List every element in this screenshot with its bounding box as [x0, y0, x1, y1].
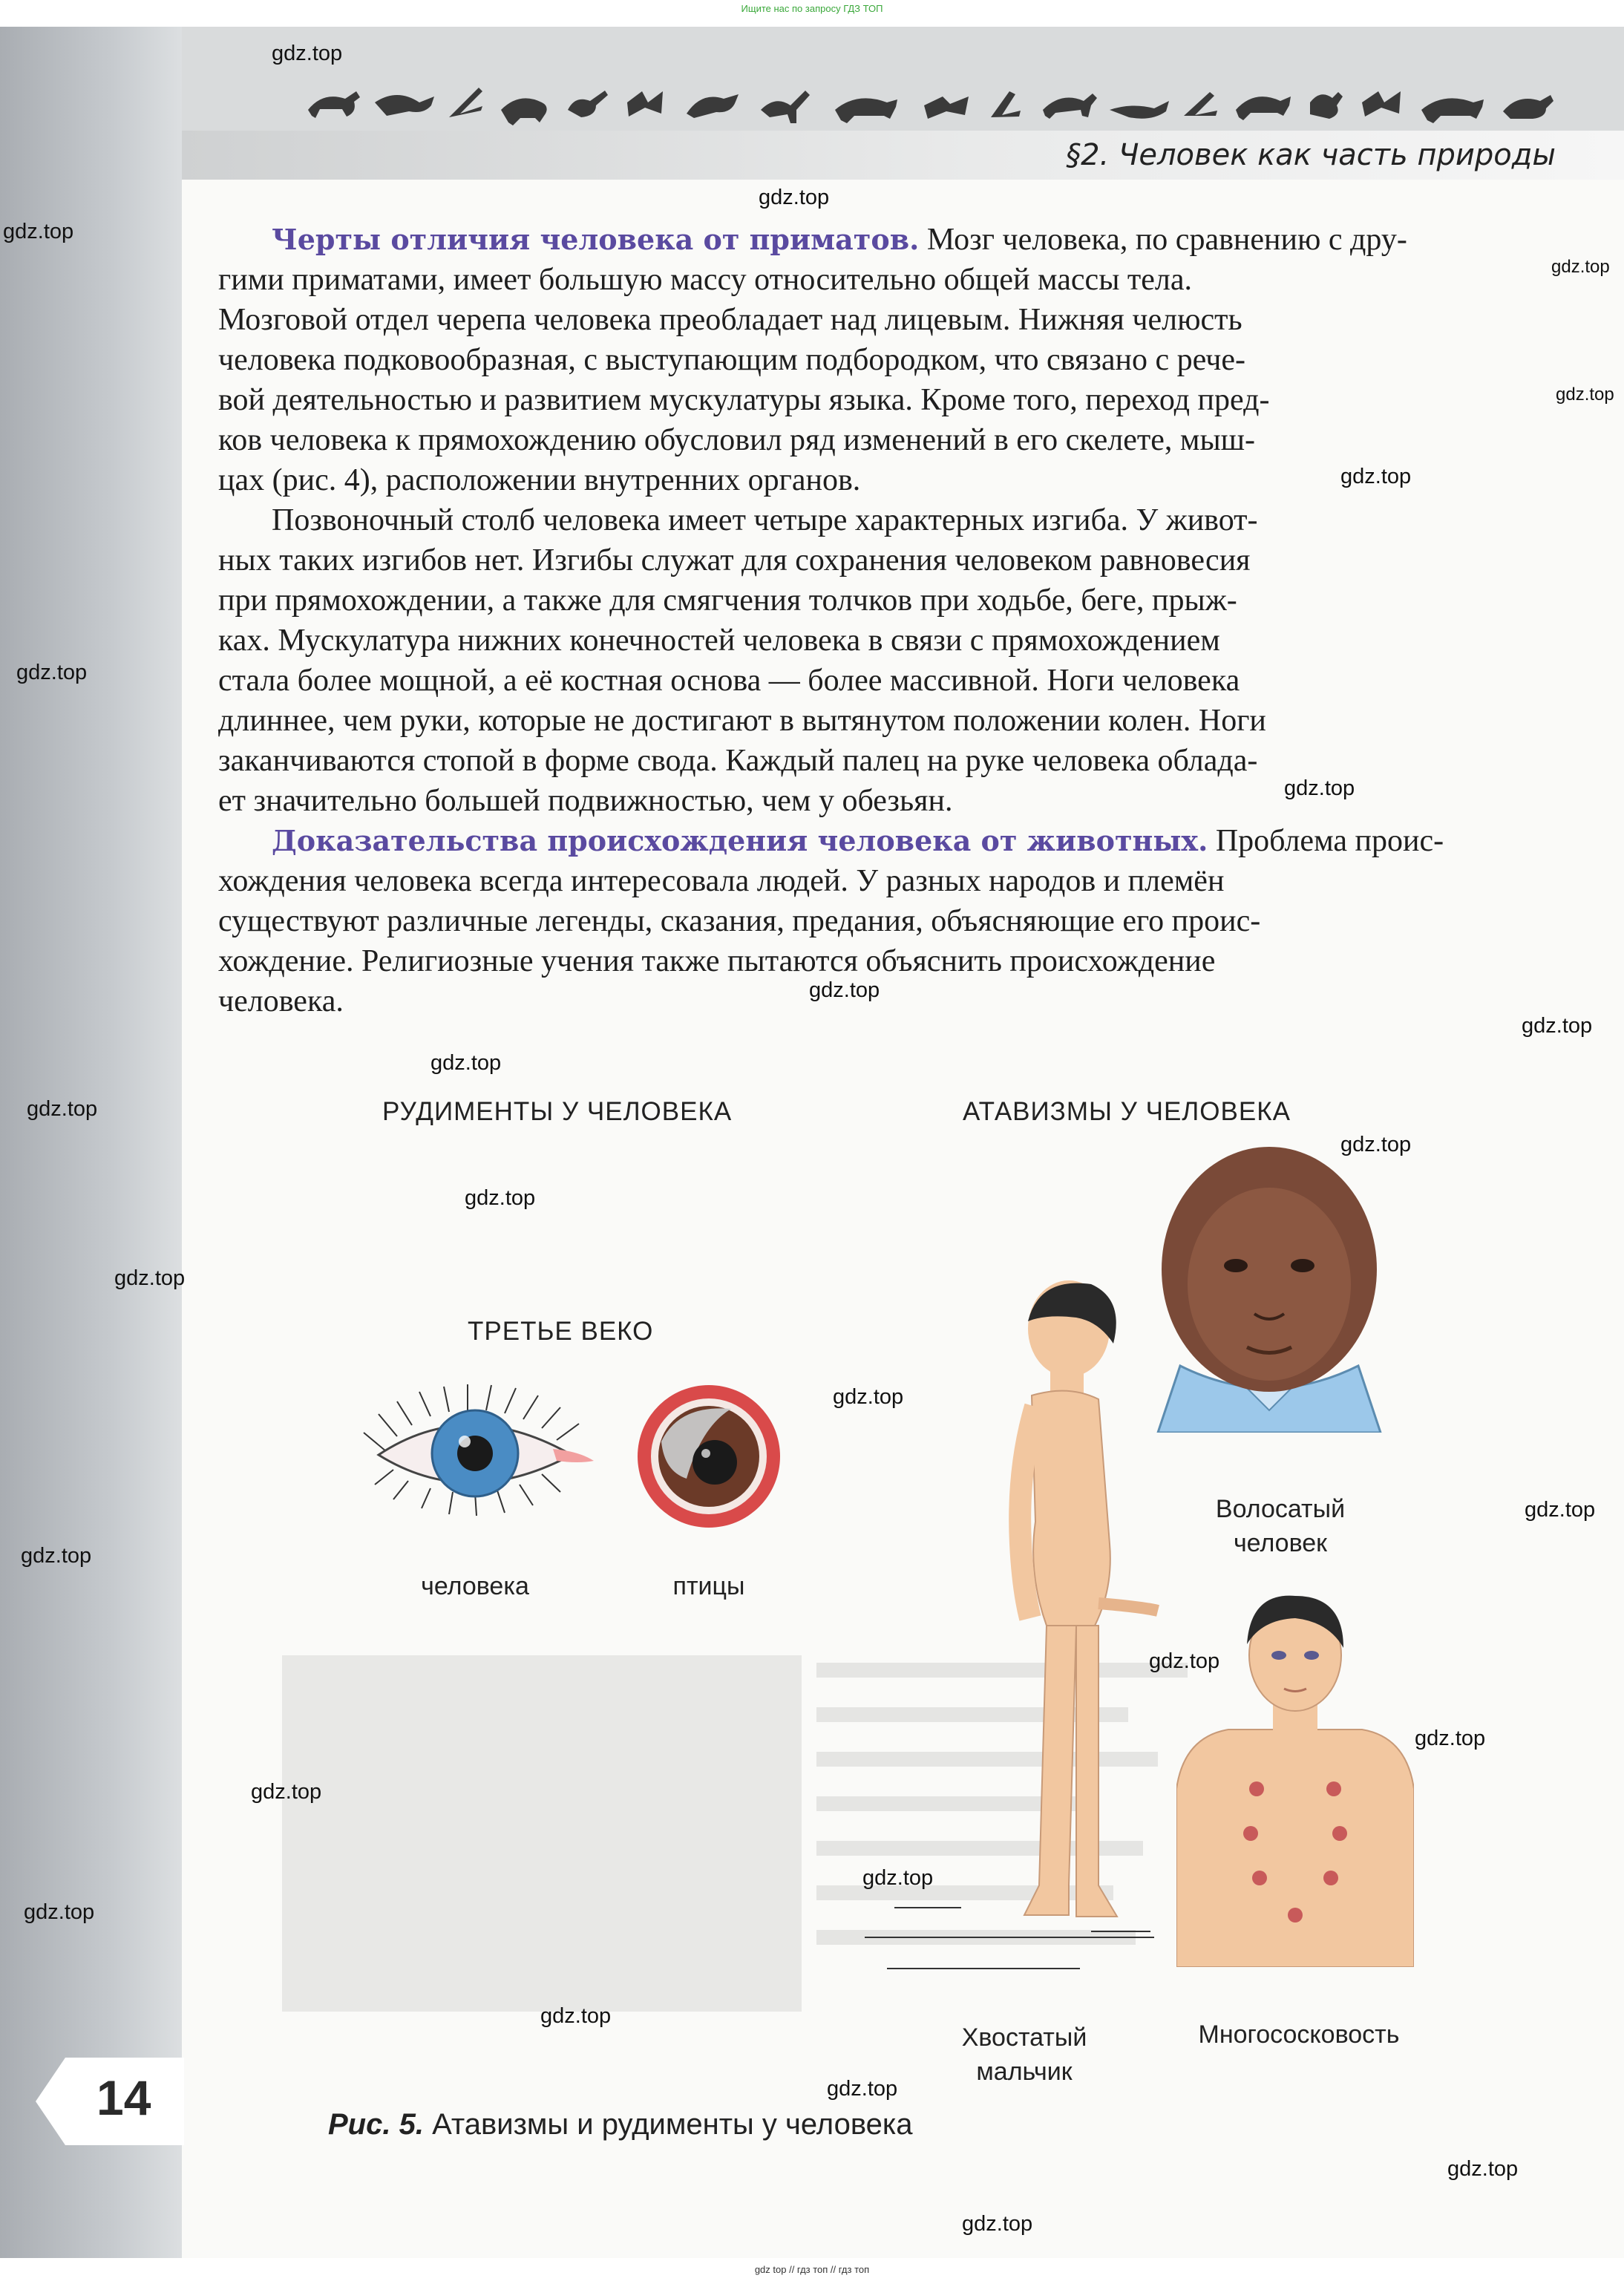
page-number: 14 [96, 2070, 151, 2125]
paragraph-spine [218, 500, 1559, 821]
watermark: gdz.top [540, 2004, 612, 2028]
watermark: gdz.top [114, 1266, 186, 1290]
text-line: Проблема проис- [1215, 824, 1444, 858]
watermark: gdz.top [3, 220, 74, 243]
multi-nipple-label: Многососковость [1198, 2020, 1400, 2049]
caption-text: Атавизмы и рудименты у человека [432, 2108, 913, 2141]
text-line: заканчиваются стопой в форме свода. Каждый палец на руке человека облада- [218, 744, 1258, 778]
text-line: ков человека к прямохождению обусловил ряд изменений в его скелете, мыш- [218, 423, 1255, 457]
text-line: Мозг человека, по сравнению с дру- [926, 223, 1407, 257]
watermark: gdz.top [465, 1186, 536, 1210]
text-line: Мозговой отдел черепа человека преобладает над лицевым. Нижняя челюсть [218, 303, 1242, 337]
heading-origin-evidence: Доказательства происхождения человека от животных. [272, 824, 1208, 857]
text-line: ет значительно большей подвижностью, чем у обезьян. [218, 784, 953, 818]
text-line: ках. Мускулатура нижних конечностей человека в связи с прямохождением [218, 624, 1220, 658]
text-line: при прямохождении, а также для смягчения толчков при ходьбе, беге, прыж- [218, 583, 1237, 618]
paragraph-primate-differences [218, 220, 1559, 500]
text-line: существуют различные легенды, сказания, предания, объясняющие его проис- [218, 904, 1261, 938]
watermark: gdz.top [809, 978, 880, 1002]
watermark: gdz.top [21, 1544, 92, 1568]
bird-eye-illustration [635, 1382, 783, 1531]
watermark: gdz.top [1522, 1014, 1593, 1038]
text-line: хождение. Религиозные учения также пытаются объяснить происхождение [218, 944, 1216, 978]
watermark: gdz.top [1556, 385, 1614, 405]
top-note: Ищите нас по запросу ГДЗ ТОП [741, 3, 883, 14]
tailed-boy-leader-lines [865, 1900, 1162, 1974]
human-eye-illustration [356, 1381, 609, 1529]
watermark: gdz.top [962, 2212, 1033, 2236]
watermark: gdz.top [1149, 1649, 1220, 1673]
figure-caption [328, 2108, 913, 2141]
text-line: человека подковообразная, с выступающим подбородком, что связано с рече- [218, 343, 1245, 377]
watermark: gdz.top [1340, 1133, 1412, 1156]
text-line: стала более мощной, а её костная основа — более массивной. Ноги человека [218, 664, 1240, 698]
bottom-note: gdz top // гдз топ // гдз топ [754, 2264, 870, 2275]
text-line: цах (рис. 4), расположении внутренних органов. [218, 463, 861, 497]
text-line: Позвоночный столб человека имеет четыре характерных изгиба. У живот- [272, 503, 1258, 537]
paragraph-origin-evidence [218, 821, 1559, 1021]
text-line: гими приматами, имеет большую массу относительно общей массы тела. [218, 263, 1193, 297]
watermark: gdz.top [1340, 465, 1412, 488]
rudiments-title: РУДИМЕНТЫ У ЧЕЛОВЕКА [382, 1097, 733, 1126]
multi-nipple-illustration [1176, 1581, 1414, 1967]
text-line: человека. [218, 984, 344, 1018]
tailed-label-line-1: Хвостатый [961, 2023, 1087, 2052]
eye-human-label: человека [421, 1572, 529, 1600]
eye-bird-label: птицы [672, 1572, 745, 1600]
text-line: ных таких изгибов нет. Изгибы служат для сохранения человеком равновесия [218, 543, 1251, 577]
section-title: §2. Человек как часть природы [1066, 138, 1556, 172]
watermark: gdz.top [430, 1051, 502, 1075]
watermark: gdz.top [27, 1097, 98, 1121]
text-line: хождения человека всегда интересовала людей. У разных народов и племён [218, 864, 1225, 898]
watermark: gdz.top [251, 1780, 322, 1804]
watermark: gdz.top [24, 1900, 95, 1924]
watermark: gdz.top [1284, 776, 1355, 800]
watermark: gdz.top [1447, 2157, 1519, 2181]
heading-primate-differences: Черты отличия человека от приматов. [272, 223, 920, 256]
caption-prefix: Рис. 5. [328, 2108, 424, 2141]
watermark: gdz.top [1525, 1498, 1596, 1522]
animal-silhouettes-decoration [301, 73, 1585, 132]
atavisms-title: АТАВИЗМЫ У ЧЕЛОВЕКА [963, 1097, 1291, 1126]
watermark: gdz.top [272, 42, 343, 65]
text-line: длиннее, чем руки, которые не достигают в вытянутом положении колен. Ноги [218, 704, 1266, 738]
third-eyelid-title: ТРЕТЬЕ ВЕКО [468, 1317, 654, 1346]
watermark: gdz.top [862, 1866, 934, 1890]
hairy-label-line-2: человек [1233, 1529, 1328, 1557]
tailed-boy-label [931, 2020, 1117, 2089]
text-line: вой деятельностью и развитием мускулатуры языка. Кроме того, переход пред- [218, 383, 1270, 417]
watermark: gdz.top [759, 186, 830, 209]
watermark: gdz.top [833, 1385, 904, 1409]
watermark: gdz.top [16, 661, 88, 684]
watermark: gdz.top [827, 2077, 898, 2101]
tailed-label-line-2: мальчик [976, 2058, 1073, 2086]
watermark: gdz.top [1551, 257, 1610, 277]
hairy-label-line-1: Волосатый [1215, 1495, 1346, 1523]
watermark: gdz.top [1415, 1727, 1486, 1750]
